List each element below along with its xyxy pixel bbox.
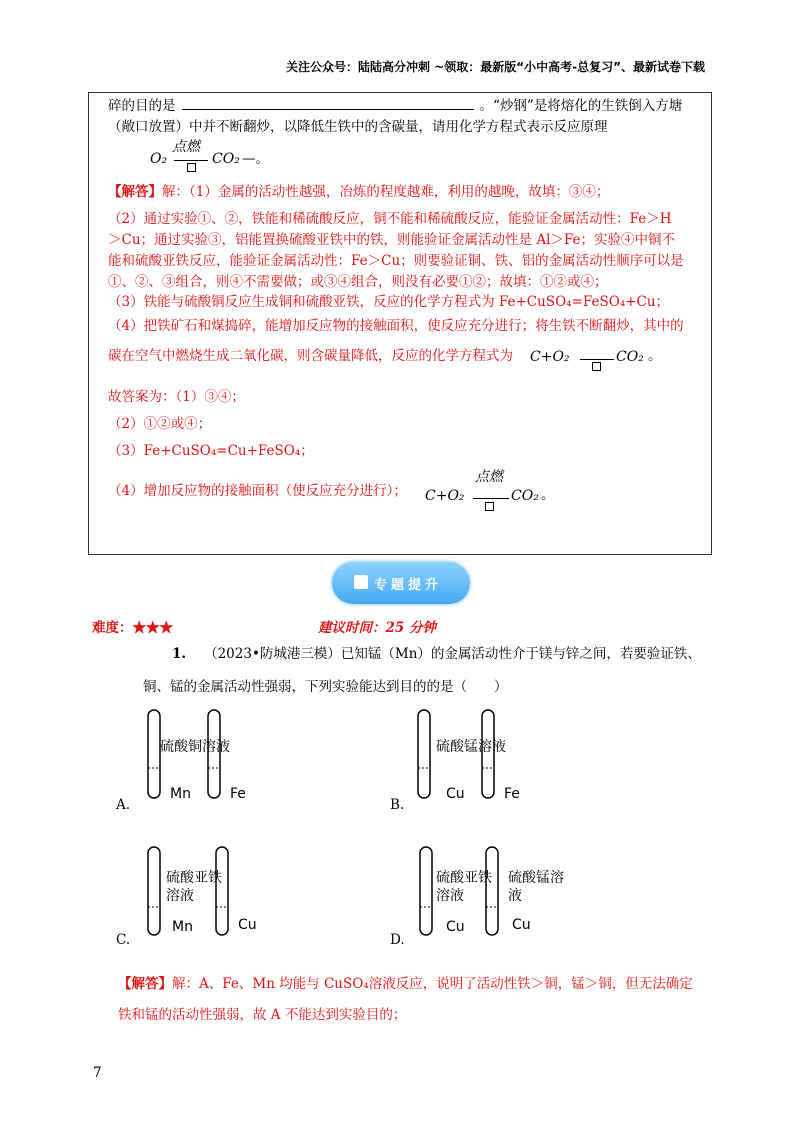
formula-1: 点燃 O₂ CO₂ —。 [150, 136, 280, 172]
option-b-tubes [390, 708, 550, 808]
answer-2-2: ＞Cu；通过实验③，铝能置换硫酸亚铁中的铁，则能验证金属活动性是 Al＞Fe；实验④中铜不 [108, 232, 675, 248]
box-line-1: 碎的目的是 。“炒钢”是将熔化的生铁倒入方塘 [108, 98, 683, 114]
bottom-answer-line-1: 【解答】解：A、Fe、Mn 均能与 CuSO₄溶液反应，说明了活动性铁＞铜，锰＞铜，但无法确定 [118, 976, 693, 992]
difficulty: 难度：★★★ [92, 620, 173, 636]
answer-2-3: 能和硫酸亚铁反应，能验证金属活动性：Fe＞Cu；则要验证铜、铁、铝的金属活动性顺序可以是 [108, 253, 684, 269]
option-d[interactable]: 硫酸亚铁溶液 硫酸锰溶液 Cu Cu D. [390, 845, 570, 945]
answer-line-1: 【解答】解：（1）金属的活动性越强，冶炼的程度越难，利用的越晚，故填：③④； [108, 184, 610, 200]
option-b[interactable]: 硫酸锰溶液 Cu Fe B. [390, 708, 550, 808]
option-c[interactable]: 硫酸亚铁溶液 Mn Cu C. [110, 845, 270, 945]
bottom-answer-line-2: 铁和锰的活动性强弱，故 A 不能达到实验目的； [118, 1007, 407, 1023]
ans-head: 故答案为：（1）③④； [108, 389, 245, 405]
answer-3: （3）铁能与硫酸铜反应生成铜和硫酸亚铁，反应的化学方程式为 Fe+CuSO₄=FeSO₄+Cu； [108, 294, 670, 310]
answer-4-1: （4）把铁矿石和煤捣碎，能增加反应物的接触面积，使反应充分进行；将生铁不断翻炒，其中的 [108, 318, 684, 334]
section-banner [332, 562, 470, 604]
answer-2-1: （2）通过实验①、②，铁能和稀硫酸反应，铜不能和稀硫酸反应，能验证金属活动性：Fe＞H [108, 211, 672, 227]
ans-4: （4）增加反应物的接触面积（使反应充分进行）； [108, 483, 407, 499]
chart-icon [354, 575, 368, 589]
option-a[interactable]: 硫酸铜溶液 Mn Fe A. [110, 708, 270, 808]
box-line-2: （敞口放置）中并不断翻炒，以降低生铁中的含碳量，请用化学方程式表示反应原理 [108, 119, 608, 135]
formula-2: C+O₂ CO₂ 。 [530, 335, 670, 375]
banner-text: 专题提升 [374, 578, 443, 593]
answer-4-2: 碳在空气中燃烧生成二氧化碳，则含碳量降低，反应的化学方程式为 [108, 348, 513, 364]
page-header: 关注公众号：陆陆高分冲刺 ~领取：最新版“小中高考-总复习”、最新试卷下载 [286, 60, 705, 74]
page-number: 7 [93, 1065, 102, 1081]
suggested-time: 建议时间：25 分钟 [318, 620, 436, 636]
question-line-1: 1. （2023•防城港三模）已知锰（Mn）的金属活动性介于镁与锌之间，若要验证铁、 [172, 646, 701, 662]
formula-3: 点燃 C+O₂ CO₂ 。 [425, 466, 575, 516]
ans-2: （2）①②或④； [108, 416, 212, 432]
answer-2-4: ①、②、③组合，则④不需要做；或③④组合，则没有必要①②；故填：①②或④； [108, 274, 608, 290]
question-line-2: 铜、锰的金属活动性强弱，下列实验能达到目的的是（ ） [143, 679, 508, 695]
ans-3: （3）Fe+CuSO₄=Cu+FeSO₄； [108, 443, 314, 459]
